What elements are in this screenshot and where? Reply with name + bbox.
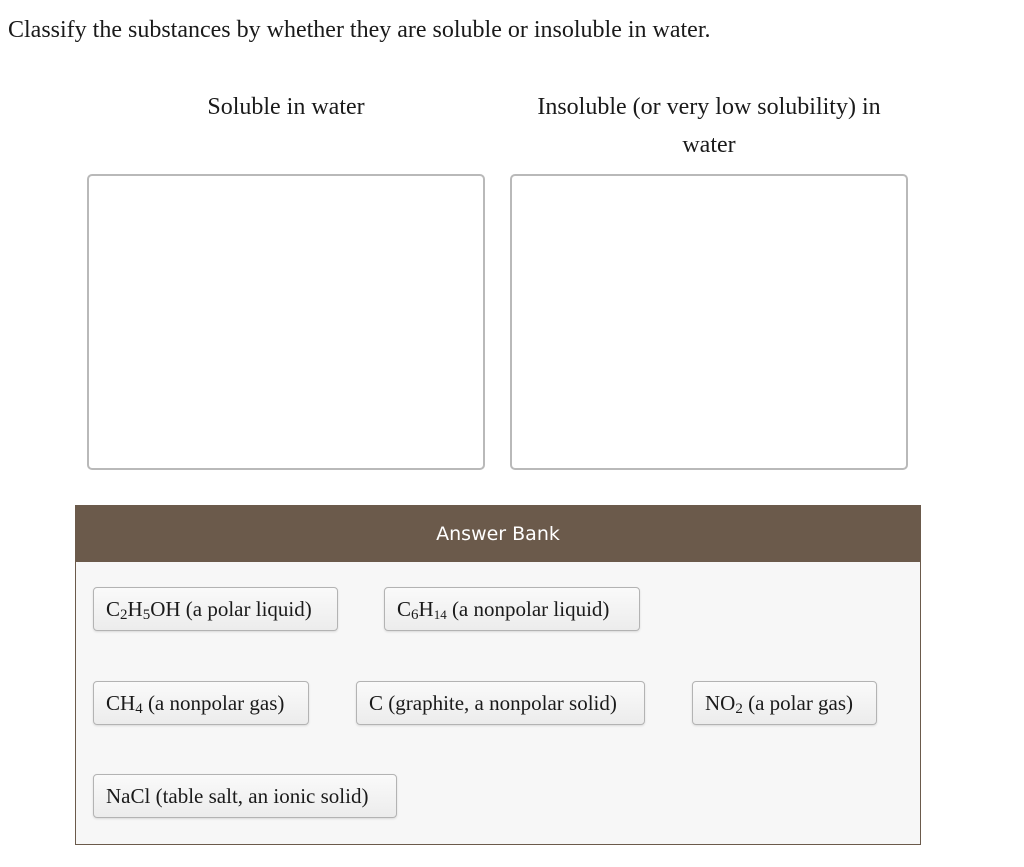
category-insoluble-label-line1: Insoluble (or very low solubility) in [537,94,881,120]
chip-formula-part: NO [705,691,736,715]
chip-formula-part: OH [150,597,181,621]
chip-formula-part: C [397,597,412,621]
chip-subscript: 5 [142,607,151,623]
soluble-drop-zone[interactable] [87,174,485,470]
chip-subscript: 6 [411,607,419,623]
chip-formula-part: H [418,597,434,621]
chip-text: NaCl (table salt, an ionic solid) [106,784,369,808]
answer-bank-header: Answer Bank [76,506,920,562]
chip-formula-part: C [106,597,121,621]
chip-description: (a nonpolar liquid) [446,597,610,621]
category-soluble-label: Soluble in water [207,94,365,120]
chip-subscript: 2 [120,607,128,623]
answer-chip-hexane[interactable] [384,587,640,631]
chip-subscript: 14 [433,607,447,622]
chip-text: C (graphite, a nonpolar solid) [369,691,617,715]
answer-chip-ethanol[interactable] [93,587,338,631]
chip-subscript: 2 [735,701,743,717]
chip-description: (a nonpolar gas) [142,691,285,715]
insoluble-drop-zone[interactable] [510,174,908,470]
answer-chip-sodium-chloride[interactable] [93,774,397,818]
answer-chip-methane[interactable] [93,681,309,725]
category-insoluble-title [505,88,913,164]
chip-formula-part: CH [106,691,136,715]
category-insoluble-label-line2: water [682,132,736,158]
question-prompt: Classify the substances by whether they are soluble or insoluble in water. [8,17,711,43]
chip-description: (a polar liquid) [180,597,312,621]
category-soluble-title [88,88,484,126]
chip-description: (a polar gas) [742,691,854,715]
answer-chip-nitrogen-dioxide[interactable] [692,681,877,725]
chip-formula-part: H [127,597,143,621]
chip-subscript: 4 [135,701,143,717]
answer-chip-graphite[interactable] [356,681,645,725]
answer-bank [75,505,921,845]
